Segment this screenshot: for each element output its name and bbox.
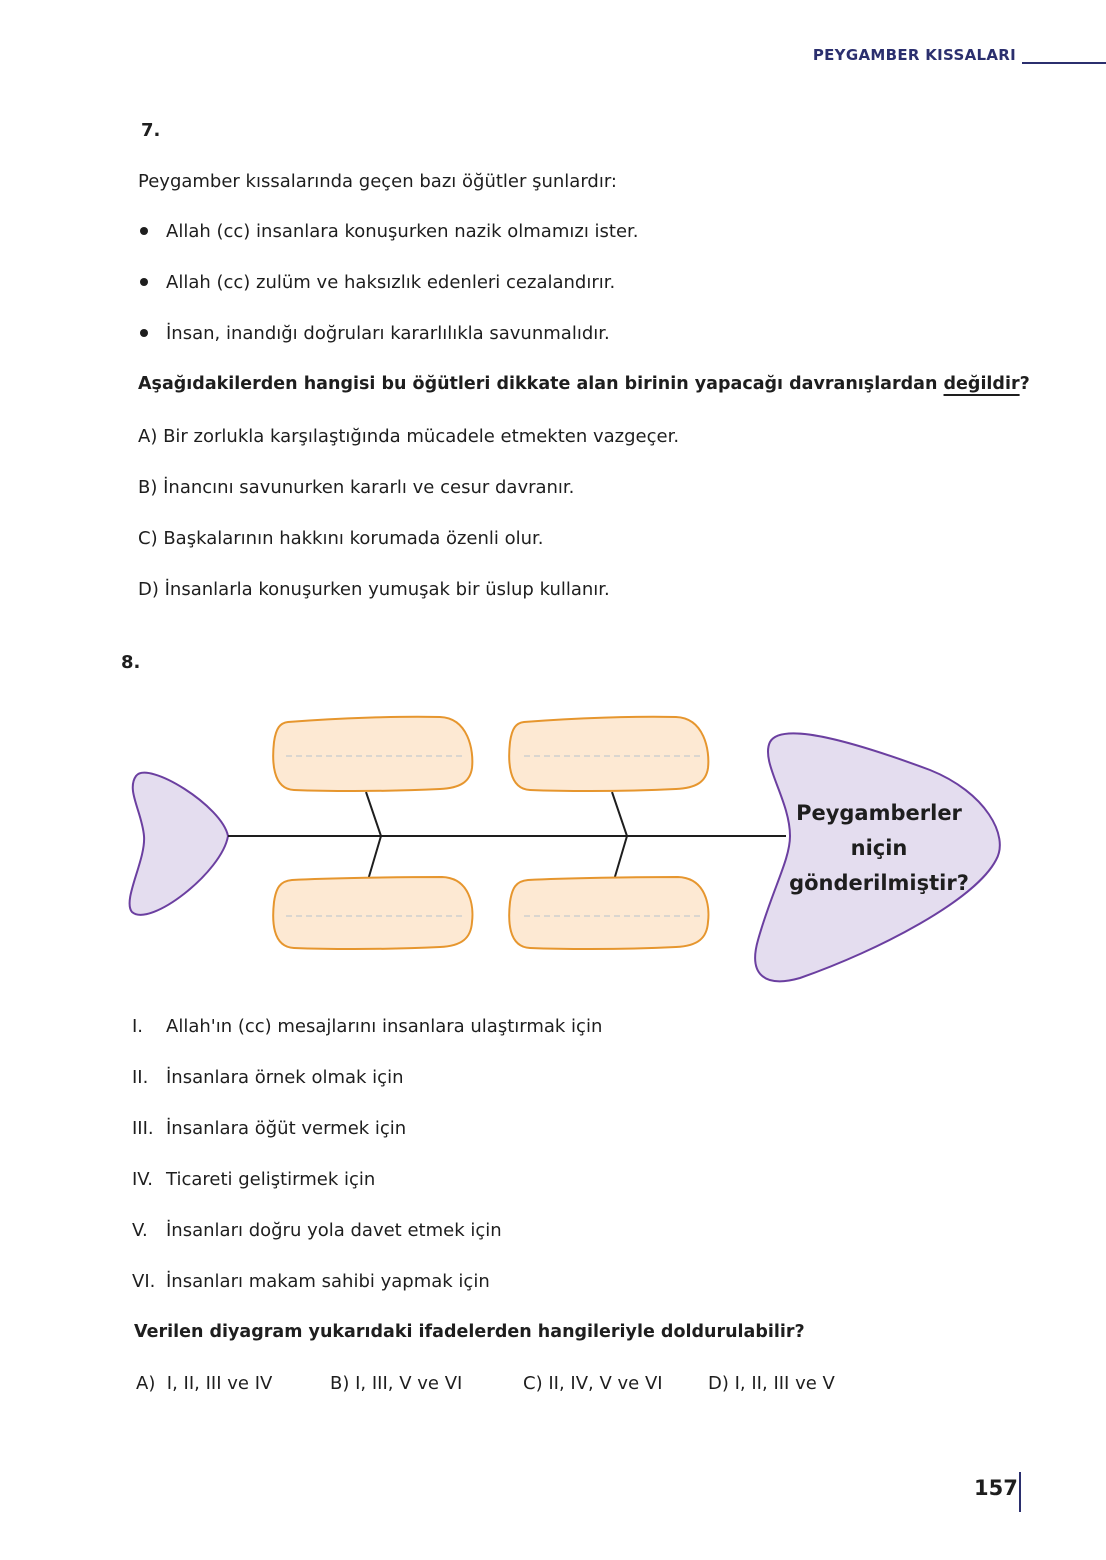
option-letter: D)	[138, 579, 159, 600]
diagram-title-line: niçin	[850, 836, 908, 860]
statement-text: İnsanları doğru yola davet etmek için	[166, 1220, 502, 1241]
question-7-intro: Peygamber kıssalarında geçen bazı öğütler şunlardır:	[138, 171, 617, 192]
statement-numeral: III.	[132, 1118, 154, 1139]
statement-text: Ticareti geliştirmek için	[166, 1169, 376, 1190]
answer-box	[509, 877, 708, 949]
page-number-rule	[1019, 1472, 1021, 1512]
option-letter: B)	[138, 477, 158, 498]
question-7-stem-text: Aşağıdakilerden hangisi bu öğütleri dikkate alan birinin yapacağı davranışlardan	[138, 374, 944, 394]
question-7-mark: ?	[1019, 374, 1030, 394]
diagram-title-line: gönderilmiştir?	[789, 871, 969, 895]
option-text: I, III, V ve VI	[355, 1373, 463, 1394]
option-text: Başkalarının hakkını korumada özenli olur.	[163, 528, 544, 549]
statement-numeral: II.	[132, 1067, 149, 1088]
answer-option-a[interactable]	[136, 1373, 272, 1394]
option-letter: D)	[708, 1373, 729, 1394]
statement-text: İnsanlara öğüt vermek için	[166, 1118, 407, 1139]
diagram-title	[786, 796, 972, 901]
fish-tail	[130, 773, 228, 915]
page-number: 157	[974, 1476, 1018, 1500]
option-text: İnsanlarla konuşurken yumuşak bir üslup kullanır.	[164, 579, 610, 600]
answer-option-b[interactable]	[330, 1373, 462, 1394]
option-letter: A)	[138, 426, 158, 447]
question-7-emphasis: değildir	[943, 374, 1020, 394]
option-text: I, II, III ve V	[734, 1373, 835, 1394]
option-text: II, IV, V ve VI	[548, 1373, 663, 1394]
statement-numeral: VI.	[132, 1271, 156, 1292]
option-letter: A)	[136, 1373, 156, 1394]
answer-box	[273, 877, 472, 949]
statement-text: İnsanlara örnek olmak için	[166, 1067, 404, 1088]
question-8-number: 8.	[121, 652, 141, 673]
option-text: Bir zorlukla karşılaştığında mücadele etmekten vazgeçer.	[163, 426, 680, 447]
advice-item: Allah (cc) insanlara konuşurken nazik olmamızı ister.	[166, 221, 639, 242]
diagram-title-line: Peygamberler	[796, 801, 962, 825]
option-letter: C)	[138, 528, 158, 549]
question-7-number: 7.	[141, 120, 161, 141]
answer-option-d[interactable]	[708, 1373, 835, 1394]
statement-numeral: I.	[132, 1016, 144, 1037]
option-letter: B)	[330, 1373, 350, 1394]
option-text: İnancını savunurken kararlı ve cesur davranır.	[163, 477, 575, 498]
option-letter: C)	[523, 1373, 543, 1394]
statement-numeral: IV.	[132, 1169, 154, 1190]
answer-box	[509, 717, 708, 791]
option-text: I, II, III ve IV	[166, 1373, 273, 1394]
answer-box	[273, 717, 472, 791]
statement-text: Allah'ın (cc) mesajlarını insanlara ulaştırmak için	[166, 1016, 603, 1037]
statement-numeral: V.	[132, 1220, 148, 1241]
advice-item: Allah (cc) zulüm ve haksızlık edenleri cezalandırır.	[166, 272, 616, 293]
question-8-stem: Verilen diyagram yukarıdaki ifadelerden hangileriyle doldurulabilir?	[134, 1322, 805, 1342]
running-header: PEYGAMBER KISSALARI	[812, 46, 1016, 64]
answer-option-c[interactable]	[523, 1373, 663, 1394]
statement-text: İnsanları makam sahibi yapmak için	[166, 1271, 490, 1292]
advice-item: İnsan, inandığı doğruları kararlılıkla savunmalıdır.	[166, 323, 610, 344]
